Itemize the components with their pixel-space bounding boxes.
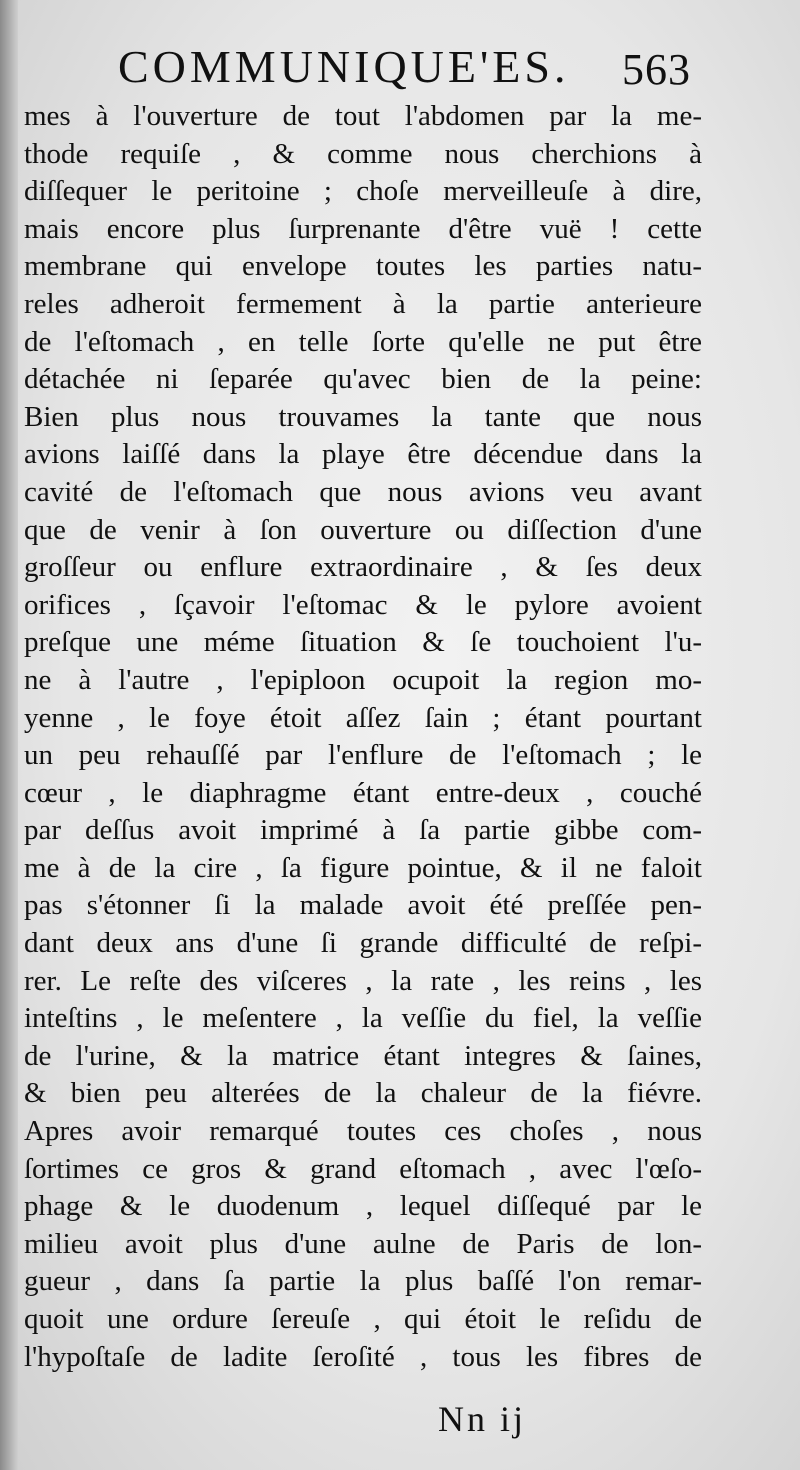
text-line: Apres avoir remarqué toutes ces choſes , nous [24,1115,702,1148]
text-line: inteſtins , le meſentere , la veſſie du fiel, la veſſie [24,1002,702,1035]
text-line: rer. Le reſte des viſceres , la rate , les reins , les [24,964,702,997]
text-line: détachée ni ſeparée qu'avec bien de la peine: [24,363,702,396]
text-line: ſortimes ce gros & grand eſtomach , avec l'œſo- [24,1152,702,1185]
text-line: thode requiſe , & comme nous cherchions à [24,137,702,170]
text-line: l'hypoſtaſe de ladite ſeroſité , tous les fibres de [24,1340,702,1373]
running-head: COMMUNIQUE'ES. [118,41,570,92]
text-line: milieu avoit plus d'une aulne de Paris de lon- [24,1227,702,1260]
signature-mark: Nn ij [438,1399,527,1439]
text-line: que de venir à ſon ouverture ou diſſection d'une [24,513,702,546]
text-line: reles adheroit fermement à la partie anterieure [24,287,702,320]
text-line: cœur , le diaphragme étant entre-deux , couché [24,776,702,809]
text-line: ne à l'autre , l'epiploon ocupoit la region mo- [24,663,702,696]
text-line: me à de la cire , ſa figure pointue, & il ne faloit [24,851,702,884]
text-line: dant deux ans d'une ſi grande difficulté de reſpi- [24,927,702,960]
text-line: & bien peu alterées de la chaleur de la fiévre. [24,1077,702,1110]
text-line: preſque une méme ſituation & ſe touchoient l'u- [24,626,702,659]
text-line: de l'eſtomach , en telle ſorte qu'elle ne put être [24,325,702,358]
text-line: phage & le duodenum , lequel diſſequé par le [24,1190,702,1223]
text-line: groſſeur ou enflure extraordinaire , & ſes deux [24,551,702,584]
binding-gutter [0,0,18,1470]
text-line: diſſequer le peritoine ; choſe merveilleuſe à dire, [24,175,702,208]
text-line: Bien plus nous trouvames la tante que nous [24,400,702,433]
text-line: orifices , ſçavoir l'eſtomac & le pylore avoient [24,588,702,621]
page-number: 563 [622,45,691,94]
text-line: avions laiſſé dans la playe être décendue dans la [24,438,702,471]
text-line: un peu rehauſſé par l'enflure de l'eſtomach ; le [24,739,702,772]
body-text [24,98,702,1376]
text-line: mais encore plus ſurprenante d'être vuë ! cette [24,212,702,245]
text-line: pas s'étonner ſi la malade avoit été preſſée pen- [24,889,702,922]
page-header [0,40,800,100]
text-line: yenne , le foye étoit aſſez ſain ; étant pourtant [24,701,702,734]
text-line: mes à l'ouverture de tout l'abdomen par la me- [24,100,702,132]
text-line: par deſſus avoit imprimé à ſa partie gibbe com- [24,814,702,847]
text-line: cavité de l'eſtomach que nous avions veu avant [24,475,702,508]
text-line: quoit une ordure ſereuſe , qui étoit le reſidu de [24,1303,702,1335]
text-line: gueur , dans ſa partie la plus baſſé l'on remar- [24,1265,702,1298]
text-line: membrane qui envelope toutes les parties natu- [24,250,702,283]
text-line: de l'urine, & la matrice étant integres & ſaines, [24,1039,702,1072]
